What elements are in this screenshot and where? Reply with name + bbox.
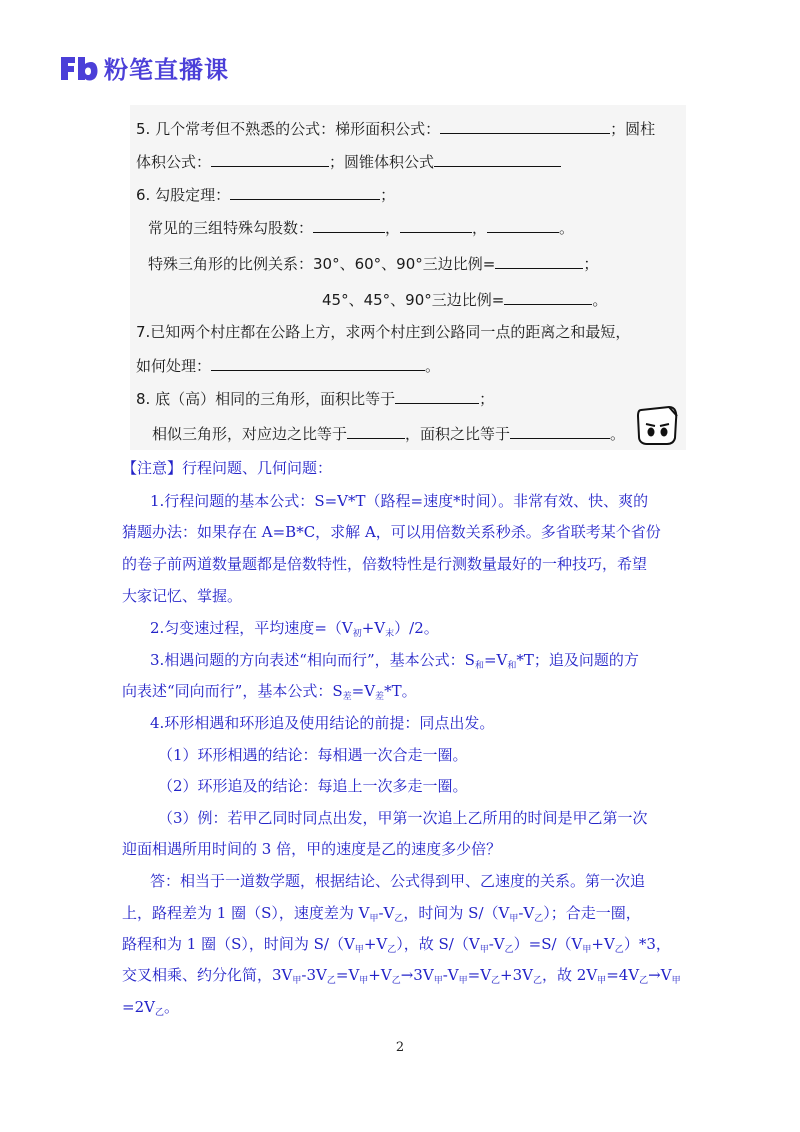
note-1-line-2: 猜题办法：如果存在 A=B*C，求解 A，可以用倍数关系秒杀。多省联考某个省份 <box>122 523 661 541</box>
item6-line3: 特殊三角形的比例关系：30°、60°、90°三边比例= ； <box>148 252 598 275</box>
answer-blank[interactable] <box>495 252 583 269</box>
note-1-line-1: 1.行程问题的基本公式：S=V*T（路程=速度*时间）。非常有效、快、爽的 <box>150 492 649 510</box>
note-4-3-line-2: 迎面相遇所用时间的 3 倍，甲的速度是乙的速度多少倍？ <box>122 840 502 858</box>
answer-line-4: 交叉相乘、约分化简，$3V_甲-3V_乙=V_甲+V_乙\to 3V_甲-V_甲=V_乙+3V_乙$，故 $2V_甲=4V_乙\to V_甲$ <box>122 966 681 986</box>
item6-line4: 45°、45°、90°三边比例= 。 <box>322 288 607 311</box>
mascot-icon <box>633 404 681 446</box>
item6-line1: 6. 勾股定理： ； <box>136 183 395 206</box>
brand-name: 粉笔直播课 <box>104 56 229 84</box>
notes-heading: 【注意】行程问题、几何问题： <box>122 459 333 477</box>
answer-blank[interactable] <box>211 354 425 371</box>
page-number: 2 <box>395 1040 405 1055</box>
brand-logo <box>58 50 229 85</box>
answer-blank[interactable] <box>230 183 380 200</box>
answer-blank[interactable] <box>504 288 592 305</box>
answer-blank[interactable] <box>510 422 610 439</box>
answer-line-2: 上，路程差为 1 圈（S），速度差为 $V_甲-V_乙$，时间为 $S/(V_甲-V_乙)$；合走一圈， <box>122 904 641 924</box>
note-1-line-3: 的卷子前两道数量题都是倍数特性，倍数特性是行测数量最好的一种技巧，希望 <box>122 555 648 573</box>
item7-line2: 如何处理： 。 <box>136 354 440 377</box>
note-4-2: （2）环形追及的结论：每追上一次多走一圈。 <box>158 777 468 795</box>
answer-blank[interactable] <box>347 422 405 439</box>
answer-blank[interactable] <box>440 117 610 134</box>
note-3-line-1: 3.相遇问题的方向表述“相向而行”，基本公式：$S_和=V_和*T$；追及问题的方 <box>150 651 639 671</box>
item5-line1: 5. 几个常考但不熟悉的公式：梯形面积公式： ；圆柱 <box>136 117 655 140</box>
note-3-line-2: 向表述“同向而行”，基本公式：$S_差=V_差*T$。 <box>122 682 417 702</box>
note-1-line-4: 大家记忆、掌握。 <box>122 587 243 605</box>
answer-line-5: $=2V_乙$。 <box>122 998 179 1018</box>
item8-line2: 相似三角形，对应边之比等于 ，面积之比等于 。 <box>152 422 625 445</box>
note-4: 4.环形相遇和环形追及使用结论的前提：同点出发。 <box>150 714 495 732</box>
item5-line2: 体积公式： ；圆锥体积公式 <box>136 150 561 173</box>
note-4-1: （1）环形相遇的结论：每相遇一次合走一圈。 <box>158 746 468 764</box>
note-2: 2.匀变速过程，平均速度$=(V_初+V_末)/2$。 <box>150 619 439 639</box>
answer-blank[interactable] <box>434 150 561 167</box>
answer-line-1: 答：相当于一道数学题，根据结论、公式得到甲、乙速度的关系。第一次追 <box>150 872 646 890</box>
fenbi-logo-icon <box>58 53 98 83</box>
answer-blank[interactable] <box>395 387 479 404</box>
answer-blank[interactable] <box>487 216 559 233</box>
answer-blank[interactable] <box>211 150 329 167</box>
item6-line2: 常见的三组特殊勾股数： ， ， 。 <box>148 216 574 239</box>
item8-line1: 8. 底（高）相同的三角形，面积比等于 ； <box>136 387 494 410</box>
note-4-3-line-1: （3）例：若甲乙同时同点出发，甲第一次追上乙所用的时间是甲乙第一次 <box>158 809 648 827</box>
item7-line1: 7.已知两个村庄都在公路上方，求两个村庄到公路同一点的距离之和最短， <box>136 323 631 341</box>
answer-blank[interactable] <box>400 216 472 233</box>
answer-line-3: 路程和为 1 圈（S），时间为 $S/(V_甲+V_乙)$，故 $S/(V_甲-V_乙)=S/(V_甲+V_乙)*3$， <box>122 935 671 955</box>
answer-blank[interactable] <box>313 216 385 233</box>
